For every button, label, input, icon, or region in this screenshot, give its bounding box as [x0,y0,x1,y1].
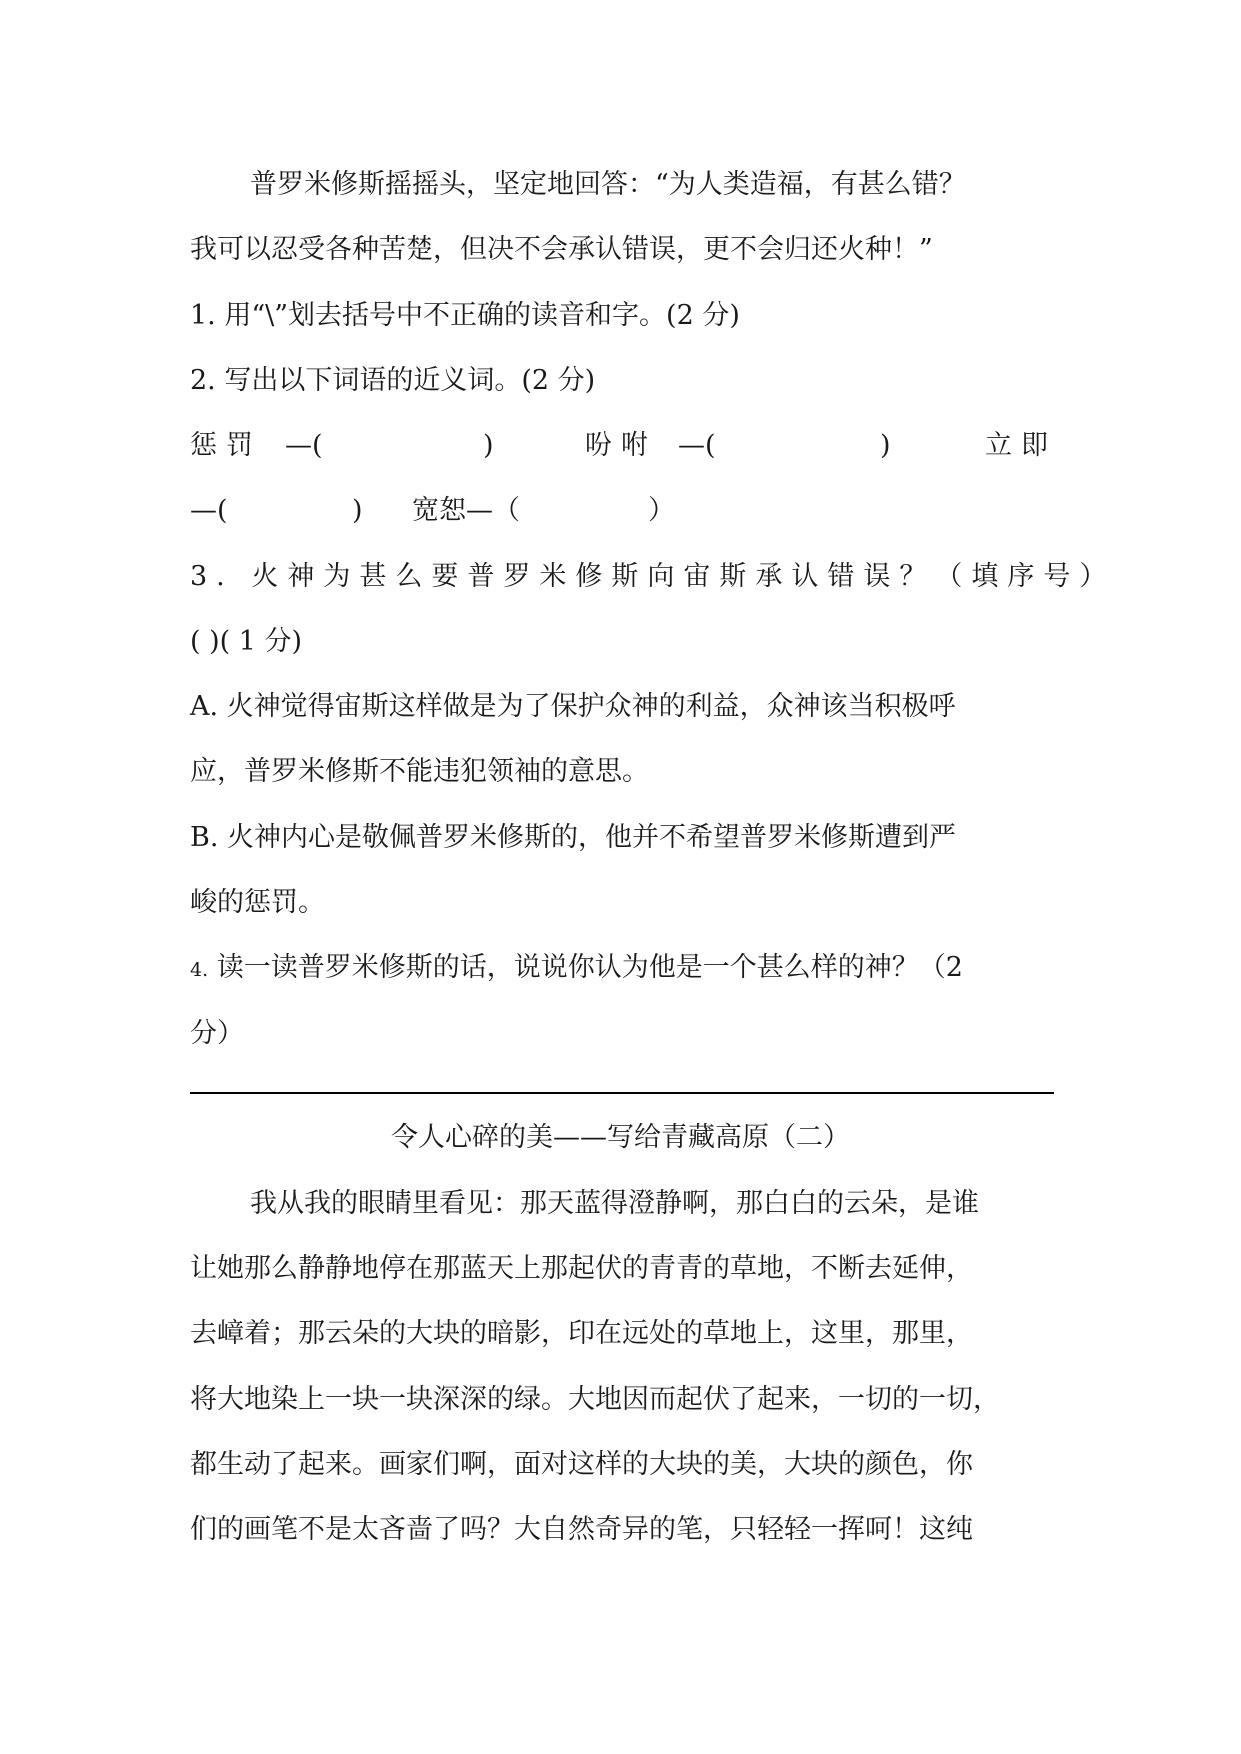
section-divider [190,1092,1054,1094]
blank-close-3: ) [352,495,363,526]
question-4-number: 4. [190,959,209,981]
question-1: 1. 用“\”划去括号中不正确的读音和字。(2 分) [190,300,740,331]
question-3-answer-blank: ( )( 1 分) [190,626,303,657]
question-4-line-1 [190,950,963,988]
word-fenfu: 吩咐 [585,430,657,461]
passage-line: 都生动了起来。画家们啊，面对这样的大块的美，大块的颜色，你 [190,1449,973,1480]
word-liji: 立即 [985,430,1057,461]
blank-close-1: ) [483,430,494,461]
blank-open-2: —( [678,430,716,461]
blank-open-3: —( [190,495,228,526]
option-b-line-1: B. 火神内心是敬佩普罗米修斯的，他并不希望普罗米修斯遭到严 [190,822,957,853]
option-a-line-1: A. 火神觉得宙斯这样做是为了保护众神的利益，众神该当积极呼 [190,691,956,722]
blank-close-4: ） [648,495,675,526]
question-3: 3. 火神为甚么要普罗米修斯向宙斯承认错误？（填序号） [190,561,1116,592]
passage-line: 让她那么静静地停在那蓝天上那起伏的青青的草地，不断去延伸， [190,1253,973,1284]
word-chengfa: 惩罚 [190,430,262,461]
question-passage-line-1: 普罗米修斯摇摇头，坚定地回答：“为人类造福，有甚么错？ [250,169,966,200]
question-2: 2. 写出以下词语的近义词。(2 分) [190,365,596,396]
option-b-line-2: 峻的惩罚。 [190,887,325,918]
passage-line: 们的画笔不是太吝啬了吗？大自然奇异的笔，只轻轻一挥呵！这纯 [190,1514,973,1545]
question-4-text: 读一读普罗米修斯的话，说说你认为他是一个甚么样的神？（2 [216,952,963,983]
passage-line: 将大地染上一块一块深深的绿。大地因而起伏了起来，一切的一切， [190,1384,1000,1415]
blank-close-2: ) [880,430,891,461]
blank-open-4: —（ [466,495,520,526]
option-a-line-2: 应，普罗米修斯不能违犯领袖的意思。 [190,756,649,787]
word-kuanshu: 宽恕 [412,495,466,526]
question-4-line-2: 分） [190,1018,244,1049]
question-passage-line-2: 我可以忍受各种苦楚，但决不会承认错误，更不会归还火种！” [190,234,933,265]
blank-open-1: —( [285,430,323,461]
passage-line: 去嶂着；那云朵的大块的暗影，印在远处的草地上，这里，那里， [190,1318,973,1349]
passage-line: 我从我的眼睛里看见：那天蓝得澄静啊，那白白的云朵，是谁 [250,1188,979,1219]
passage-title: 令人心碎的美——写给青藏高原（二） [391,1122,850,1153]
